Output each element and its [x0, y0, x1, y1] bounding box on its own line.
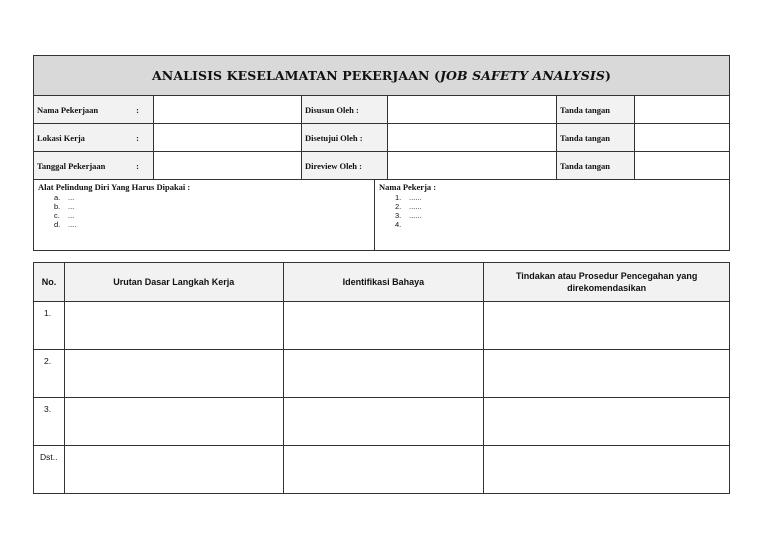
ppe-list	[38, 193, 370, 229]
steps-cell[interactable]	[64, 350, 283, 398]
hazards-cell[interactable]	[283, 350, 484, 398]
row-number: 3.	[34, 398, 65, 446]
hazards-cell[interactable]	[283, 302, 484, 350]
reviewed-by-field[interactable]	[388, 152, 557, 179]
table-row	[34, 350, 730, 398]
location-label: Lokasi Kerja :	[34, 124, 154, 151]
steps-cell[interactable]	[64, 446, 283, 494]
prepared-by-label: Disusun Oleh :	[302, 96, 388, 123]
col-header-steps: Urutan Dasar Langkah Kerja	[64, 263, 283, 302]
list-item: a. ...	[54, 193, 75, 202]
workers-section[interactable]	[375, 180, 729, 250]
workers-list	[379, 193, 725, 229]
approved-by-field[interactable]	[388, 124, 557, 151]
table-row	[34, 302, 730, 350]
form-row-location	[34, 124, 729, 152]
controls-cell[interactable]	[484, 302, 730, 350]
list-item: 4.	[395, 220, 402, 229]
col-header-no: No.	[34, 263, 65, 302]
form-row-job-name	[34, 96, 729, 124]
title-suffix: )	[604, 68, 611, 83]
form-row-date	[34, 152, 729, 180]
col-header-controls: Tindakan atau Prosedur Pencegahan yang direkomendasikan	[484, 263, 730, 302]
job-name-label: Nama Pekerjaan :	[34, 96, 154, 123]
table-row	[34, 446, 730, 494]
hazards-cell[interactable]	[283, 398, 484, 446]
row-number: 2.	[34, 350, 65, 398]
hazards-cell[interactable]	[283, 446, 484, 494]
signature-field[interactable]	[635, 96, 729, 123]
steps-cell[interactable]	[64, 302, 283, 350]
jsa-steps-table	[33, 262, 730, 494]
steps-cell[interactable]	[64, 398, 283, 446]
job-name-field[interactable]	[154, 96, 302, 123]
row-number: 1.	[34, 302, 65, 350]
ppe-heading: Alat Pelindung Diri Yang Harus Dipakai :	[38, 182, 191, 192]
list-item: 1. ......	[395, 193, 422, 202]
table-row	[34, 398, 730, 446]
list-item: c. ...	[54, 211, 75, 220]
table-header-row	[34, 263, 730, 302]
form-bottom-section	[34, 180, 729, 250]
controls-cell[interactable]	[484, 350, 730, 398]
jsa-header-form	[33, 55, 730, 251]
approved-by-label: Disetujui Oleh :	[302, 124, 388, 151]
list-item: 3. ......	[395, 211, 422, 220]
controls-cell[interactable]	[484, 398, 730, 446]
list-item: b. ...	[54, 202, 75, 211]
title-italic-text: JOB SAFETY ANALYSIS	[440, 68, 605, 83]
date-label: Tanggal Pekerjaan :	[34, 152, 154, 179]
signature-label: Tanda tangan	[557, 124, 635, 151]
signature-field[interactable]	[635, 152, 729, 179]
form-title	[34, 56, 729, 96]
title-text: ANALISIS KESELAMATAN PEKERJAAN (	[152, 68, 441, 83]
location-field[interactable]	[154, 124, 302, 151]
date-field[interactable]	[154, 152, 302, 179]
signature-field[interactable]	[635, 124, 729, 151]
col-header-hazards: Identifikasi Bahaya	[283, 263, 484, 302]
signature-label: Tanda tangan	[557, 96, 635, 123]
workers-heading: Nama Pekerja :	[379, 182, 437, 192]
ppe-section[interactable]	[34, 180, 375, 250]
list-item: d. ....	[54, 220, 77, 229]
list-item: 2. ......	[395, 202, 422, 211]
prepared-by-field[interactable]	[388, 96, 557, 123]
signature-label: Tanda tangan	[557, 152, 635, 179]
row-number: Dst..	[34, 446, 65, 494]
controls-cell[interactable]	[484, 446, 730, 494]
reviewed-by-label: Direview Oleh :	[302, 152, 388, 179]
